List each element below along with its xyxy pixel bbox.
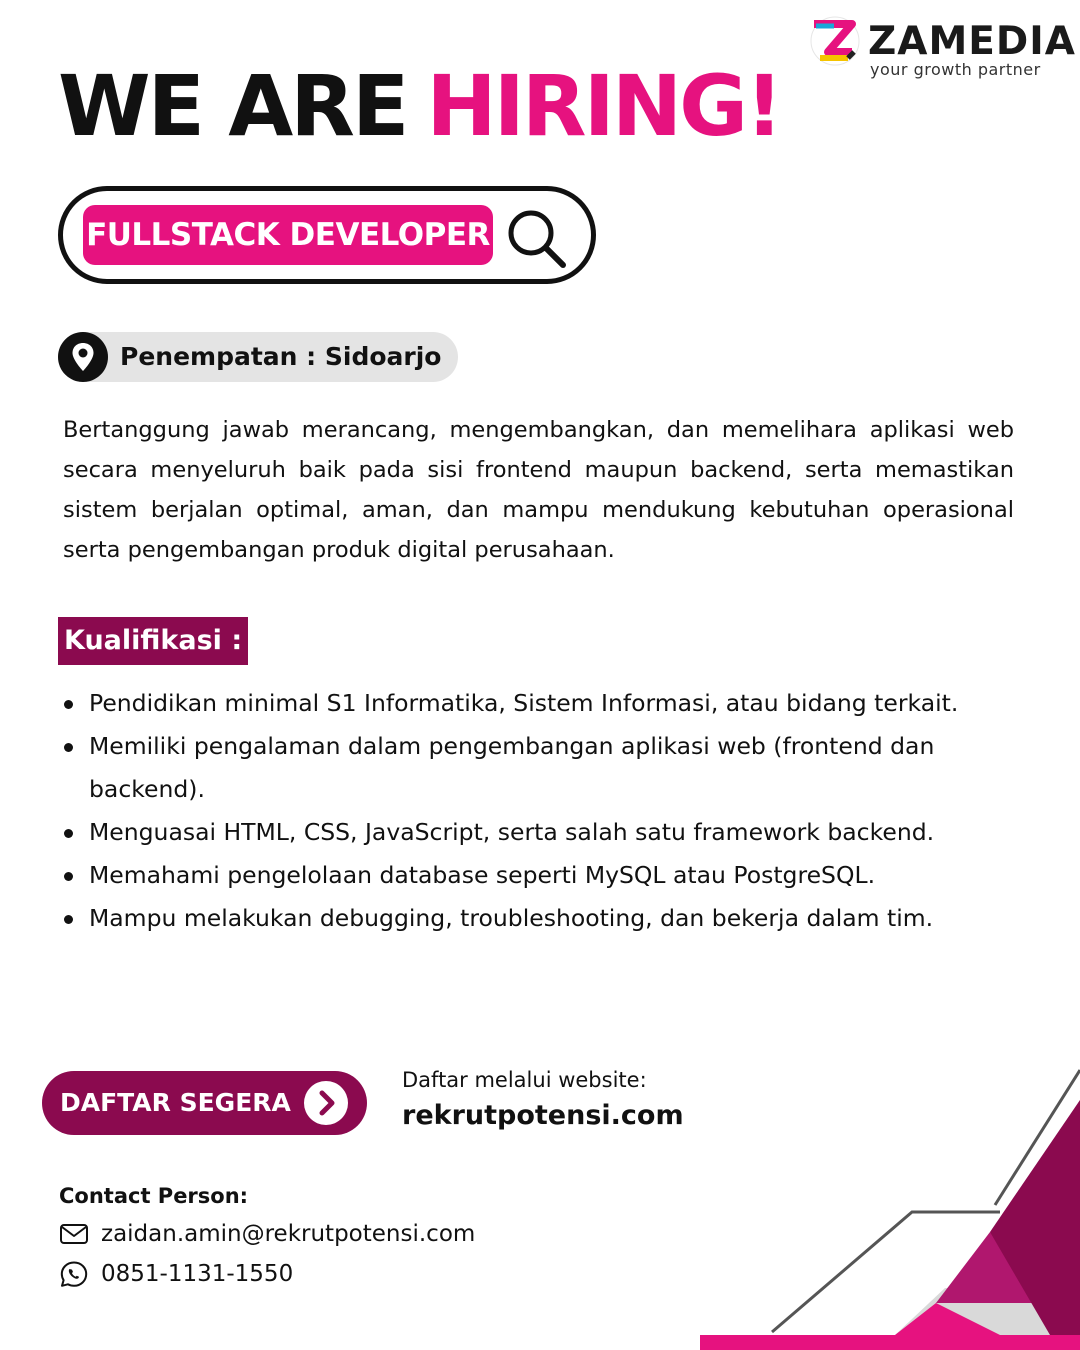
search-icon [503, 205, 571, 273]
brand-tagline: your growth partner [870, 60, 1041, 79]
list-item: Memiliki pengalaman dalam pengembangan aplikasi web (frontend dan backend). [64, 725, 1034, 811]
contact-title: Contact Person: [59, 1184, 249, 1208]
headline-part2: HIRING! [426, 57, 781, 155]
whatsapp-icon [59, 1260, 89, 1288]
list-item: Pendidikan minimal S1 Informatika, Sistem Informasi, atau bidang terkait. [64, 682, 1034, 725]
chevron-right-icon [304, 1081, 348, 1125]
brand-logo [808, 14, 1076, 84]
decorative-corner-shapes [700, 1060, 1080, 1350]
brand-name: ZAMEDIA [868, 19, 1076, 64]
position-title: FULLSTACK DEVELOPER [83, 205, 493, 265]
website-link[interactable]: rekrutpotensi.com [402, 1100, 684, 1131]
list-item: Menguasai HTML, CSS, JavaScript, serta salah satu framework backend. [64, 811, 1034, 854]
website-label: Daftar melalui website: [402, 1068, 647, 1092]
location-badge [58, 332, 458, 382]
mail-icon [59, 1220, 89, 1248]
qualifications-title: Kualifikasi : [58, 617, 248, 665]
location-text: Penempatan : Sidoarjo [120, 342, 442, 371]
list-item: Memahami pengelolaan database seperti MySQL atau PostgreSQL. [64, 854, 1034, 897]
contact-phone[interactable]: 0851-1131-1550 [101, 1261, 294, 1287]
headline-part1: WE ARE [58, 57, 407, 155]
apply-now-button[interactable] [42, 1071, 367, 1135]
apply-now-label: DAFTAR SEGERA [60, 1088, 291, 1117]
zamedia-logo-icon [808, 14, 862, 68]
list-item: Mampu melakukan debugging, troubleshooting, dan bekerja dalam tim. [64, 897, 1034, 940]
qualifications-list [64, 682, 1034, 940]
contact-email[interactable]: zaidan.amin@rekrutpotensi.com [101, 1221, 476, 1247]
map-pin-icon [58, 332, 108, 382]
hiring-headline [58, 56, 780, 156]
job-description: Bertanggung jawab merancang, mengembangkan, dan memelihara aplikasi web secara menyeluruh baik pada sisi frontend maupun backend, serta memastikan sistem berjalan optimal, aman, dan mampu mendukung kebutuhan operasional serta pengembangan produk digital perusahaan. [63, 417, 1014, 563]
position-search-bar [58, 186, 596, 284]
